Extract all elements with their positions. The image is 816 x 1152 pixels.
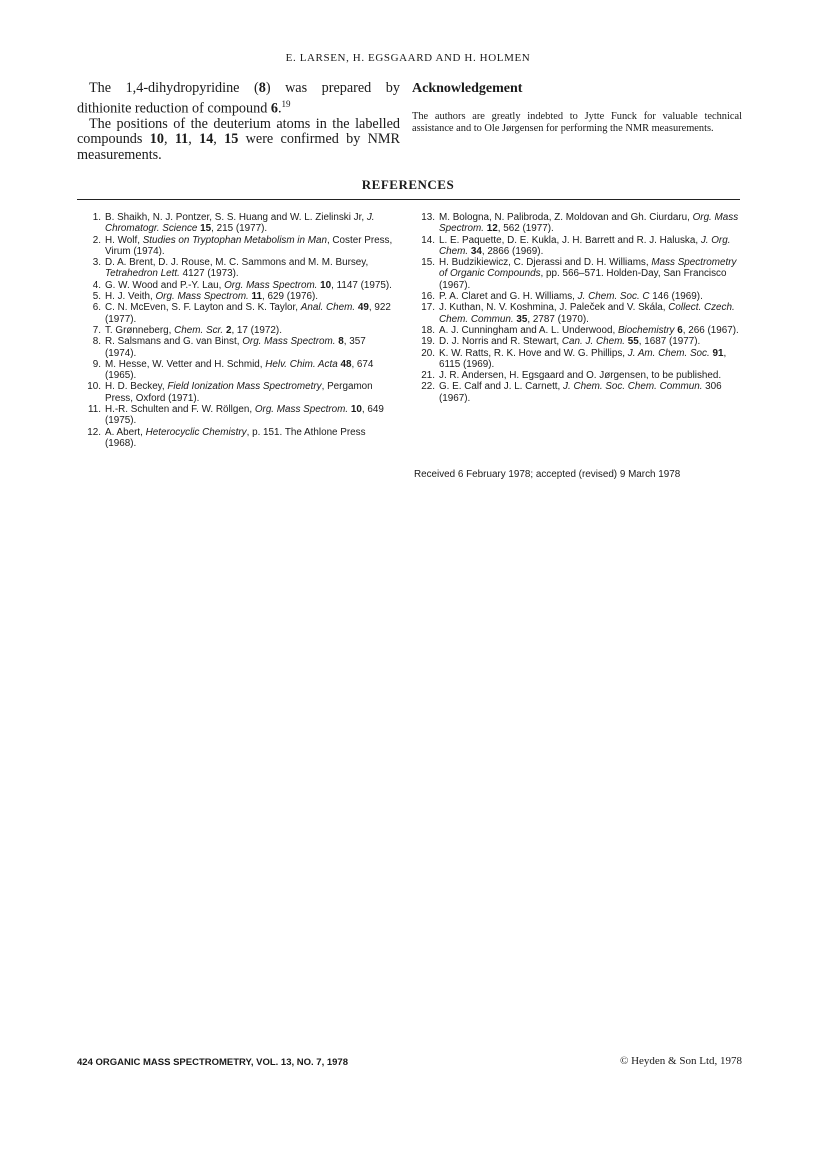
reference-number: 12. bbox=[87, 426, 101, 438]
reference-item bbox=[80, 302, 398, 325]
reference-text: K. W. Ratts, R. K. Hove and W. G. Phillips, J. Am. Chem. Soc. 91, 6115 (1969). bbox=[439, 347, 727, 370]
reference-number: 19. bbox=[421, 336, 435, 348]
reference-item bbox=[414, 348, 742, 371]
reference-text: H. D. Beckey, Field Ionization Mass Spectrometry, Pergamon Press, Oxford (1971). bbox=[105, 381, 373, 404]
references-list-left bbox=[80, 212, 398, 449]
reference-item bbox=[80, 235, 398, 258]
reference-text: C. N. McEven, S. F. Layton and S. K. Taylor, Anal. Chem. 49, 922 (1977). bbox=[105, 302, 391, 325]
reference-item bbox=[414, 381, 742, 404]
reference-number: 6. bbox=[92, 302, 101, 314]
reference-text: L. E. Paquette, D. E. Kukla, J. H. Barrett and R. J. Haluska, J. Org. Chem. 34, 2866 (1969). bbox=[439, 234, 731, 257]
reference-number: 15. bbox=[421, 257, 435, 269]
acknowledgement-section bbox=[412, 81, 742, 135]
reference-text: D. A. Brent, D. J. Rouse, M. C. Sammons and M. M. Bursey, Tetrahedron Lett. 4127 (1973). bbox=[105, 257, 369, 280]
reference-number: 17. bbox=[421, 302, 435, 314]
reference-number: 9. bbox=[92, 358, 101, 370]
reference-item bbox=[80, 359, 398, 382]
reference-item bbox=[414, 291, 742, 302]
reference-text: G. W. Wood and P.-Y. Lau, Org. Mass Spectrom. 10, 1147 (1975). bbox=[105, 279, 392, 291]
reference-number: 1. bbox=[92, 212, 101, 223]
reference-number: 7. bbox=[92, 324, 101, 336]
reference-item bbox=[414, 302, 742, 325]
reference-item bbox=[414, 212, 742, 235]
reference-item bbox=[414, 325, 742, 336]
footer-journal-info: 424 ORGANIC MASS SPECTROMETRY, VOL. 13, NO. 7, 1978 bbox=[77, 1057, 349, 1068]
acknowledgement-text: The authors are greatly indebted to Jytte Funck for valuable technical assistance and to Ole Jørgensen for performing the NMR measurements. bbox=[412, 111, 742, 134]
reference-text: T. Grønneberg, Chem. Scr. 2, 17 (1972). bbox=[105, 324, 282, 336]
footer-copyright: © Heyden & Son Ltd, 1978 bbox=[619, 1055, 742, 1067]
reference-item bbox=[80, 257, 398, 280]
reference-number: 18. bbox=[421, 324, 435, 336]
reference-item bbox=[414, 257, 742, 291]
reference-number: 22. bbox=[421, 381, 435, 393]
reference-item bbox=[414, 336, 742, 347]
reference-item bbox=[80, 280, 398, 291]
reference-text: R. Salsmans and G. van Binst, Org. Mass Spectrom. 8, 357 (1974). bbox=[105, 336, 366, 359]
reference-item bbox=[80, 291, 398, 302]
reference-text: H. J. Veith, Org. Mass Spectrom. 11, 629 (1976). bbox=[105, 291, 318, 303]
reference-text: G. E. Calf and J. L. Carnett, J. Chem. Soc. Chem. Commun. 306 (1967). bbox=[439, 381, 722, 404]
reference-item bbox=[414, 235, 742, 258]
reference-text: J. R. Andersen, H. Egsgaard and O. Jørgensen, to be published. bbox=[439, 370, 722, 382]
reference-number: 10. bbox=[87, 381, 101, 393]
reference-number: 20. bbox=[421, 347, 435, 359]
reference-item bbox=[80, 427, 398, 450]
reference-number: 2. bbox=[92, 234, 101, 246]
reference-text: A. J. Cunningham and A. L. Underwood, Biochemistry 6, 266 (1967). bbox=[439, 324, 739, 336]
reference-number: 13. bbox=[421, 212, 435, 223]
reference-text: H. Wolf, Studies on Tryptophan Metabolism in Man, Coster Press, Virum (1974). bbox=[105, 234, 393, 257]
reference-item bbox=[80, 325, 398, 336]
reference-number: 14. bbox=[421, 234, 435, 246]
reference-text: A. Abert, Heterocyclic Chemistry, p. 151. The Athlone Press (1968). bbox=[105, 426, 366, 449]
running-head: E. LARSEN, H. EGSGAARD AND H. HOLMEN bbox=[285, 52, 531, 64]
reference-item bbox=[80, 336, 398, 359]
reference-text: M. Bologna, N. Palibroda, Z. Moldovan and Gh. Ciurdaru, Org. Mass Spectrom. 12, 562 (1977). bbox=[439, 212, 739, 235]
received-date: Received 6 February 1978; accepted (revised) 9 March 1978 bbox=[414, 469, 681, 480]
reference-text: J. Kuthan, N. V. Koshmina, J. Paleček and V. Skála, Collect. Czech. Chem. Commun. 35, 2787 (1970). bbox=[439, 302, 735, 325]
references-divider bbox=[77, 199, 740, 200]
reference-number: 21. bbox=[421, 370, 435, 382]
reference-text: H.-R. Schulten and F. W. Röllgen, Org. Mass Spectrom. 10, 649 (1975). bbox=[105, 404, 384, 427]
reference-number: 4. bbox=[92, 279, 101, 291]
reference-number: 3. bbox=[92, 257, 101, 269]
reference-item bbox=[80, 404, 398, 427]
reference-text: P. A. Claret and G. H. Williams, J. Chem. Soc. C 146 (1969). bbox=[439, 291, 703, 303]
reference-item bbox=[414, 370, 742, 381]
reference-item bbox=[80, 381, 398, 404]
acknowledgement-title: Acknowledgement bbox=[412, 81, 523, 96]
reference-number: 11. bbox=[88, 404, 101, 416]
reference-text: D. J. Norris and R. Stewart, Can. J. Chem. 55, 1687 (1977). bbox=[439, 336, 701, 348]
reference-number: 16. bbox=[421, 291, 435, 303]
reference-text: B. Shaikh, N. J. Pontzer, S. S. Huang and W. L. Zielinski Jr, J. Chromatogr. Science 15, 215 (1977). bbox=[105, 212, 375, 235]
reference-text: M. Hesse, W. Vetter and H. Schmid, Helv. Chim. Acta 48, 674 (1965). bbox=[105, 358, 374, 382]
body-text-column bbox=[77, 81, 400, 163]
reference-number: 5. bbox=[92, 291, 101, 303]
references-title: REFERENCES bbox=[361, 177, 455, 192]
body-paragraph-2: The positions of the deuterium atoms in the labelled compounds 10, 11, 14, 15 were confirmed by NMR measurements. bbox=[77, 115, 401, 163]
reference-text: H. Budzikiewicz, C. Djerassi and D. H. Williams, Mass Spectrometry of Organic Compounds, pp. 566–571. Holden-Day, San Francisco (1967). bbox=[439, 257, 737, 291]
reference-number: 8. bbox=[92, 336, 101, 348]
references-list-right bbox=[414, 212, 742, 404]
body-paragraph-1: The 1,4-dihydropyridine (8) was prepared by dithionite reduction of compound 6.19 bbox=[77, 80, 400, 117]
reference-item bbox=[80, 212, 398, 235]
